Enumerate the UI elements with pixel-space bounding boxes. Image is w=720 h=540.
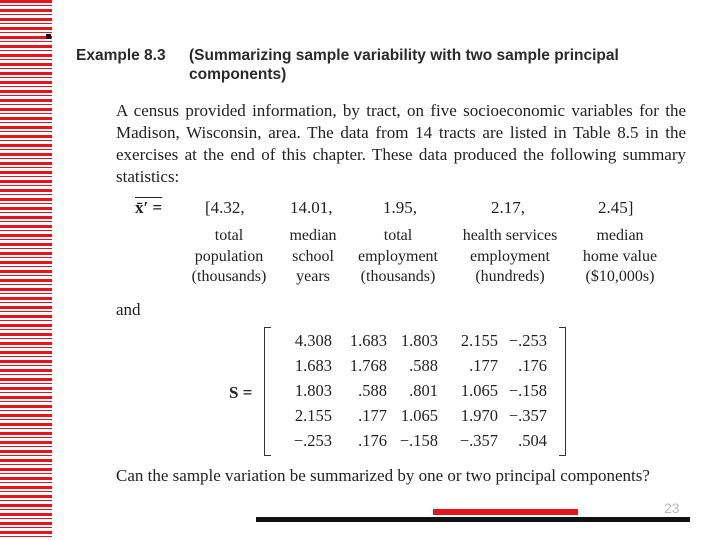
and-text: and bbox=[116, 300, 141, 319]
footer-red-bar bbox=[433, 509, 578, 515]
mean-value: 1.95, bbox=[383, 198, 417, 217]
matrix-cell: −.357 bbox=[508, 406, 547, 425]
variable-label-line: total bbox=[214, 227, 244, 244]
matrix-cell: 1.970 bbox=[460, 406, 498, 425]
matrix-right-bracket bbox=[559, 327, 566, 456]
matrix-cell: .504 bbox=[518, 431, 547, 450]
variable-label-line: years bbox=[296, 268, 330, 285]
variable-label-line: ($10,000s) bbox=[585, 268, 655, 285]
matrix-cell: 2.155 bbox=[294, 406, 332, 425]
matrix-cell: −.158 bbox=[399, 431, 438, 450]
page-number: 23 bbox=[664, 500, 680, 516]
matrix-cell: .588 bbox=[358, 381, 387, 400]
variable-label-line: (thousands) bbox=[191, 268, 267, 285]
matrix-cell: −.253 bbox=[293, 431, 332, 450]
matrix-cell: −.158 bbox=[508, 381, 547, 400]
matrix-cell: .176 bbox=[358, 431, 387, 450]
matrix-cell: 1.065 bbox=[400, 406, 438, 425]
matrix-cell: 1.803 bbox=[400, 331, 438, 350]
variable-label-line: total bbox=[383, 227, 413, 244]
variable-label-line: employment bbox=[470, 247, 550, 265]
question-text: Can the sample variation be summarized by one or two principal components? bbox=[116, 466, 650, 485]
strip-marker bbox=[46, 34, 51, 39]
variable-label-line: (thousands) bbox=[360, 268, 436, 285]
matrix-cell: 1.803 bbox=[294, 381, 332, 400]
footer-rule bbox=[256, 517, 690, 522]
matrix-cell: −.253 bbox=[508, 331, 547, 350]
example-number: Example 8.3 bbox=[76, 47, 166, 64]
matrix-cell: .588 bbox=[409, 356, 438, 375]
matrix-cell: .177 bbox=[469, 356, 498, 375]
variable-label bbox=[350, 226, 446, 288]
decorative-barcode-strip bbox=[0, 0, 52, 540]
covariance-matrix-label: S = bbox=[229, 383, 253, 402]
matrix-cell: 2.155 bbox=[460, 331, 498, 350]
variable-label bbox=[283, 226, 343, 288]
variable-label-line: health services bbox=[462, 227, 558, 244]
xbar-symbol: x̄′ = bbox=[135, 198, 163, 217]
variable-label-line: (hundreds) bbox=[475, 268, 545, 285]
example-description: (Summarizing sample variability with two sample principal components) bbox=[189, 47, 619, 83]
intro-paragraph: A census provided information, by tract, on five socioeconomic variables for the Madison, Wisconsin, area. The data from 14 tracts are listed in Table 8.5 in the exercises at the end of this chapter. These data produced the following summary statistics: bbox=[116, 101, 686, 186]
mean-value: 14.01, bbox=[290, 198, 333, 217]
matrix-cell: 1.683 bbox=[294, 356, 332, 375]
matrix-cell: 4.308 bbox=[294, 331, 332, 350]
matrix-cell: .177 bbox=[358, 406, 387, 425]
variable-label-line: home value bbox=[582, 247, 658, 265]
matrix-cell: −.357 bbox=[459, 431, 498, 450]
variable-label bbox=[452, 226, 568, 288]
variable-label-line: school bbox=[292, 247, 334, 265]
mean-value: 2.45] bbox=[598, 198, 634, 217]
variable-label-line: median bbox=[289, 227, 337, 244]
matrix-cell: .176 bbox=[518, 356, 547, 375]
variable-label-line: employment bbox=[358, 247, 438, 265]
matrix-cell: .801 bbox=[409, 381, 438, 400]
mean-vector-label bbox=[135, 198, 162, 218]
matrix-cell: 1.683 bbox=[349, 331, 387, 350]
matrix-cell: 1.768 bbox=[349, 356, 387, 375]
variable-label-line: median bbox=[596, 227, 644, 244]
mean-value: [4.32, bbox=[205, 198, 245, 217]
matrix-left-bracket bbox=[264, 327, 271, 456]
variable-label bbox=[575, 226, 665, 288]
matrix-cell: 1.065 bbox=[460, 381, 498, 400]
mean-value: 2.17, bbox=[491, 198, 525, 217]
variable-label-line: population bbox=[194, 247, 264, 265]
variable-label bbox=[183, 226, 275, 288]
